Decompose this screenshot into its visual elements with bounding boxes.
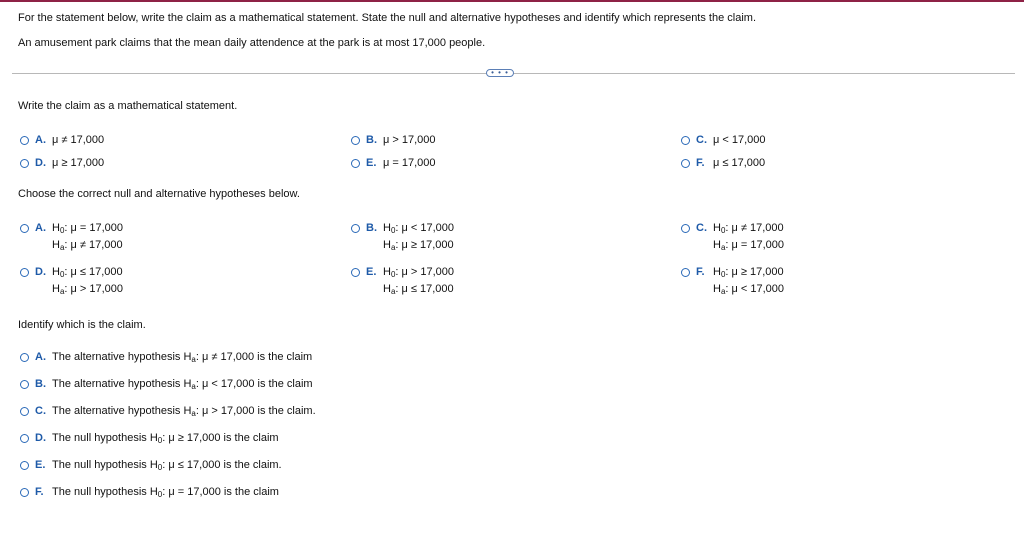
radio-button[interactable] [20, 136, 29, 145]
option-letter: E. [35, 459, 46, 471]
q1-option-c[interactable] [681, 134, 766, 146]
q2-option-c[interactable] [681, 222, 784, 251]
q3-option-e[interactable] [20, 459, 282, 471]
h0-line: $H_0$: μ ≥ 17,000 [713, 266, 784, 279]
option-letter: C. [696, 222, 707, 234]
radio-button[interactable] [20, 159, 29, 168]
q1-option-a[interactable] [20, 134, 104, 146]
q3-option-a[interactable] [20, 351, 312, 363]
option-text: The alternative hypothesis $H_a$: μ < 17,000 is the claim [52, 378, 313, 391]
option-letter: E. [366, 266, 377, 278]
radio-button[interactable] [681, 224, 690, 233]
h0-line: $H_0$: μ < 17,000 [383, 222, 455, 235]
h0-line: $H_0$: μ ≤ 17,000 [52, 266, 123, 279]
h0-line: $H_0$: μ = 17,000 [52, 222, 124, 235]
q1-option-f[interactable] [681, 157, 765, 169]
option-letter: C. [35, 405, 46, 417]
radio-button[interactable] [20, 353, 29, 362]
q3-option-c[interactable] [20, 405, 316, 417]
q3-option-d[interactable] [20, 432, 279, 444]
problem-statement: An amusement park claims that the mean daily attendence at the park is at most 17,000 people. [18, 37, 486, 49]
q2-option-d[interactable] [20, 266, 123, 295]
hypotheses-pair [713, 222, 784, 251]
radio-button[interactable] [351, 224, 360, 233]
q1-option-e[interactable] [351, 157, 436, 169]
hypotheses-pair [713, 266, 784, 295]
ha-line: $H_a$: μ < 17,000 [713, 283, 785, 296]
option-text: μ ≤ 17,000 [713, 157, 766, 169]
q1-option-b[interactable] [351, 134, 436, 146]
option-letter: F. [696, 157, 705, 169]
radio-button[interactable] [681, 159, 690, 168]
radio-button[interactable] [20, 268, 29, 277]
ha-line: $H_a$: μ ≥ 17,000 [383, 239, 454, 252]
radio-button[interactable] [681, 268, 690, 277]
option-letter: B. [35, 378, 46, 390]
radio-button[interactable] [20, 488, 29, 497]
h0-line: $H_0$: μ ≠ 17,000 [713, 222, 784, 235]
q2-option-e[interactable] [351, 266, 454, 295]
ha-line: $H_a$: μ = 17,000 [713, 239, 785, 252]
option-letter: B. [366, 222, 377, 234]
q1-prompt: Write the claim as a mathematical statement. [18, 100, 238, 112]
option-text: The null hypothesis $H_0$: μ = 17,000 is the claim [52, 486, 279, 499]
option-letter: A. [35, 134, 46, 146]
option-text: μ > 17,000 [383, 134, 436, 146]
radio-button[interactable] [681, 136, 690, 145]
option-text: μ ≠ 17,000 [52, 134, 105, 146]
ha-line: $H_a$: μ ≠ 17,000 [52, 239, 123, 252]
option-text: The null hypothesis $H_0$: μ ≤ 17,000 is the claim. [52, 459, 282, 472]
q3-option-f[interactable] [20, 486, 279, 498]
option-text: μ < 17,000 [713, 134, 766, 146]
top-accent-line [0, 0, 1024, 2]
radio-button[interactable] [351, 136, 360, 145]
q2-option-b[interactable] [351, 222, 454, 251]
option-letter: F. [696, 266, 705, 278]
q2-prompt: Choose the correct null and alternative hypotheses below. [18, 188, 300, 200]
radio-button[interactable] [20, 380, 29, 389]
option-text: μ = 17,000 [383, 157, 436, 169]
option-letter: C. [696, 134, 707, 146]
radio-button[interactable] [20, 461, 29, 470]
option-letter: A. [35, 351, 46, 363]
hypotheses-pair [52, 266, 123, 295]
option-text: The alternative hypothesis $H_a$: μ ≠ 17,000 is the claim [52, 351, 313, 364]
q2-option-a[interactable] [20, 222, 123, 251]
radio-button[interactable] [20, 434, 29, 443]
ha-line: $H_a$: μ > 17,000 [52, 283, 124, 296]
option-text: The null hypothesis $H_0$: μ ≥ 17,000 is the claim [52, 432, 279, 445]
option-letter: D. [35, 432, 46, 444]
option-text: The alternative hypothesis $H_a$: μ > 17,000 is the claim. [52, 405, 316, 418]
option-letter: F. [35, 486, 44, 498]
option-letter: D. [35, 266, 46, 278]
option-letter: D. [35, 157, 46, 169]
option-text: μ ≥ 17,000 [52, 157, 105, 169]
hypotheses-pair [383, 266, 454, 295]
radio-button[interactable] [351, 159, 360, 168]
q1-option-d[interactable] [20, 157, 104, 169]
instruction-text: For the statement below, write the claim as a mathematical statement. State the null and alternative hypotheses and identify which represents the claim. [18, 12, 756, 24]
option-letter: A. [35, 222, 46, 234]
q3-prompt: Identify which is the claim. [18, 319, 146, 331]
hypotheses-pair [52, 222, 123, 251]
radio-button[interactable] [20, 407, 29, 416]
h0-line: $H_0$: μ > 17,000 [383, 266, 455, 279]
radio-button[interactable] [351, 268, 360, 277]
option-letter: B. [366, 134, 377, 146]
q2-option-f[interactable] [681, 266, 784, 295]
hypotheses-pair [383, 222, 454, 251]
q3-option-b[interactable] [20, 378, 313, 390]
more-options-button[interactable]: • • • [486, 69, 514, 77]
radio-button[interactable] [20, 224, 29, 233]
ha-line: $H_a$: μ ≤ 17,000 [383, 283, 454, 296]
option-letter: E. [366, 157, 377, 169]
